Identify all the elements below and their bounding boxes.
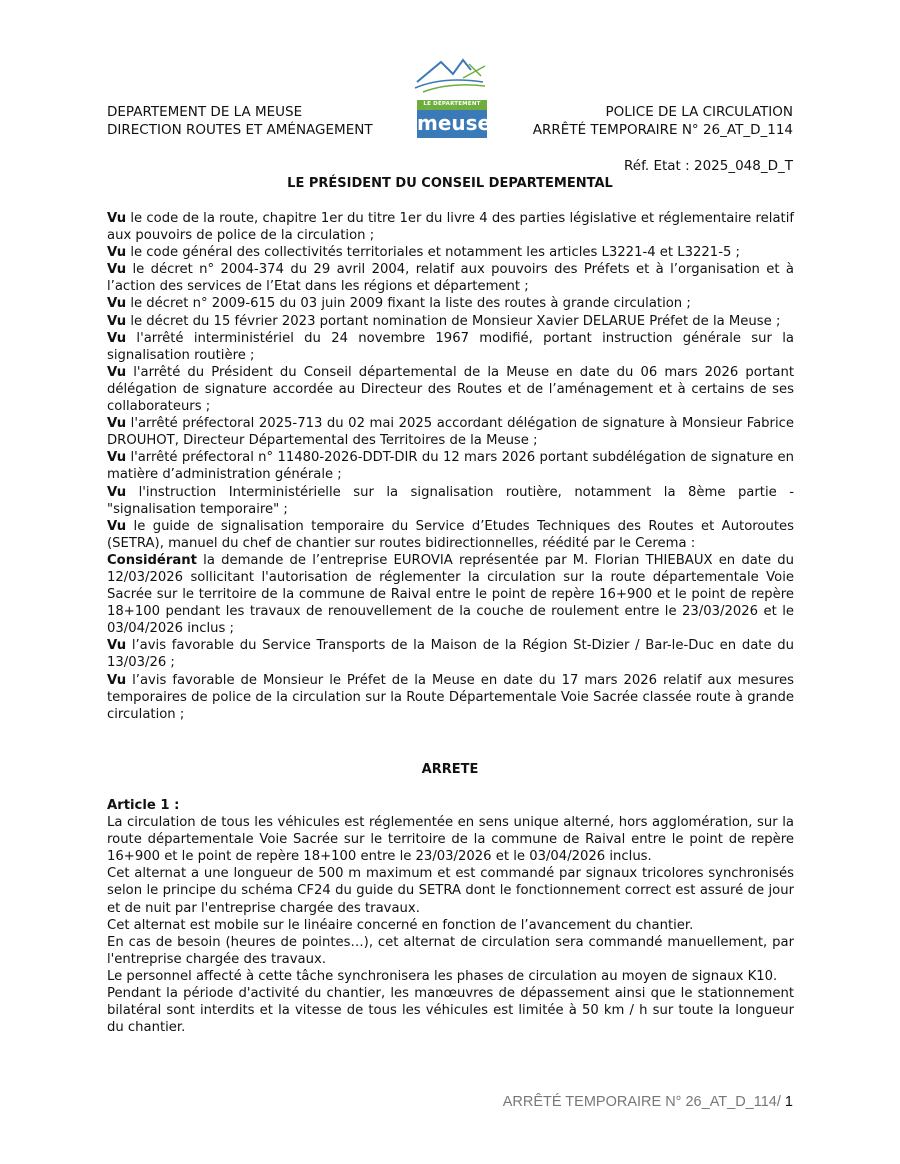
visa-lead: Vu [107,330,127,346]
arrete-heading: ARRETE [421,762,479,777]
article-1 [107,797,794,1036]
logo-word: meuse [417,111,492,135]
header-right [533,103,793,139]
visa-text: l'instruction Interministérielle sur la signalisation routière, notamment la 8ème partie - "signalisation temporaire" ; [107,484,794,517]
visa-text: l'arrêté du Président du Conseil départemental de la Meuse en date du 06 mars 2026 portant délégation de signature accordée au Directeur des Routes et de l’aménagement et à certains de ses collaborateurs ; [107,364,794,415]
visa-paragraph [107,449,794,483]
visa-paragraph [107,637,794,671]
visa-text: l'arrêté préfectoral 2025-713 du 02 mai 2025 accordant délégation de signature à Monsieur Fabrice DROUHOT, Directeur Départemental des Territoires de la Meuse ; [107,416,794,449]
visa-lead: Vu [107,296,127,312]
visa-paragraph [107,295,794,312]
visa-paragraph [107,415,794,449]
visa-text: le code général des collectivités territoriales et notamment les articles L3221-4 et L3221-5 ; [126,245,740,261]
article-1-body [107,814,794,1036]
direction-name: DIRECTION ROUTES ET AMÉNAGEMENT [107,122,373,138]
ref-etat: Réf. Etat : 2025_048_D_T [624,158,793,174]
article-paragraph: La circulation de tous les véhicules est réglementée en sens unique alterné, hors agglomération, sur la route départementale Voie Sacrée sur le territoire de la commune de Raival entre le point de repère 16+900 et le point de repère 18+100 entre le 23/03/2026 et le 03/04/2026 inclus. [107,815,794,865]
visa-lead: Vu [107,262,127,278]
visa-paragraph [107,330,794,364]
arrete-number: ARRÊTÉ TEMPORAIRE N° 26_AT_D_114 [532,122,793,138]
visa-lead: Vu [107,416,127,432]
visa-lead: Vu [107,672,127,688]
logo-box [417,100,492,138]
visa-lead: Vu [107,211,127,226]
visa-paragraph [107,210,794,244]
visa-paragraph [107,364,794,415]
visa-lead: Vu [107,245,127,261]
visa-paragraph [107,261,794,295]
visa-text: le guide de signalisation temporaire du Service d’Etudes Techniques des Routes et Autoroutes (SETRA), manuel du chef de chantier sur routes bidirectionnelles, réédité par le Cerema : [107,518,794,551]
article-paragraph: Cet alternat a une longueur de 500 m maximum et est commandé par signaux tricolores synchronisés selon le principe du schéma CF24 du guide du SETRA dont le fonctionnement correct est assuré de jour et de nuit par l'entreprise chargée des travaux. [107,866,794,916]
visa-paragraph [107,244,794,261]
page-footer [503,1094,793,1110]
meuse-logo [413,52,492,138]
visa-lead: Vu [107,518,127,534]
visa-text: le décret n° 2009-615 du 03 juin 2009 fixant la liste des routes à grande circulation ; [126,296,691,312]
logo-small-text: LE DÉPARTEMENT [423,101,481,107]
document-title: LE PRÉSIDENT DU CONSEIL DEPARTEMENTAL [287,176,613,191]
article-paragraph: Pendant la période d'activité du chantier, les manœuvres de dépassement ainsi que le stationnement bilatéral sont interdits et la vitesse de tous les véhicules est limitée à 50 km / h sur toute la longueur du chantier. [107,986,794,1036]
visa-lead: Considérant [107,552,197,568]
header-left [107,103,373,139]
visas-section [107,210,794,723]
page-number: 1 [784,1094,793,1110]
visa-text: le décret n° 2004-374 du 29 avril 2004, relatif aux pouvoirs des Préfets et à l’organisation et à l’action des services de l’Etat dans les régions et département ; [107,262,794,295]
visa-text: l’avis favorable de Monsieur le Préfet de la Meuse en date du 17 mars 2026 relatif aux mesures temporaires de police de la circulation sur la Route Départementale Voie Sacrée classée route à grande circulation ; [107,672,794,722]
article-paragraph: En cas de besoin (heures de pointes…), cet alternat de circulation sera commandé manuellement, par l'entreprise chargée des travaux. [107,934,794,967]
visa-text: l’avis favorable du Service Transports de la Maison de la Région St-Dizier / Bar-le-Duc en date du 13/03/26 ; [107,638,794,671]
visa-paragraph [107,518,794,552]
visa-lead: Vu [107,450,127,466]
visa-text: l'arrêté préfectoral n° 11480-2026-DDT-DIR du 12 mars 2026 portant subdélégation de signature en matière d’administration générale ; [107,450,794,483]
visa-text: la demande de l’entreprise EUROVIA représentée par M. Florian THIEBAUX en date du 12/03/2026 sollicitant l'autorisation de réglementer la circulation sur la route départementale Voie Sacrée sur le territoire de la commune de Raival entre le point de repère 16+900 et le point de repère 18+100 pendant les travaux de renouvellement de la couche de roulement entre le 23/03/2026 et le 03/04/2026 inclus ; [107,552,794,637]
article-1-title: Article 1 : [107,798,180,813]
visa-text: le code de la route, chapitre 1er du titre 1er du livre 4 des parties législative et réglementaire relatif aux pouvoirs de police de la circulation ; [107,211,794,244]
visa-lead: Vu [107,313,127,329]
visa-paragraph [107,313,794,330]
visa-lead: Vu [107,484,127,500]
visa-text: le décret du 15 février 2023 portant nomination de Monsieur Xavier DELARUE Préfet de la Meuse ; [126,313,781,329]
visa-lead: Vu [107,638,127,654]
department-name: DEPARTEMENT DE LA MEUSE [107,104,303,120]
visa-paragraph [107,552,794,637]
article-paragraph: Cet alternat est mobile sur le linéaire concerné en fonction de l’avancement du chantier. [107,917,694,933]
article-paragraph: Le personnel affecté à cette tâche synchronisera les phases de circulation au moyen de signaux K10. [107,968,778,984]
visa-paragraph [107,484,794,518]
visa-paragraph [107,672,794,723]
police-label: POLICE DE LA CIRCULATION [605,104,793,120]
visa-lead: Vu [107,364,127,380]
logo-swoosh-icon [413,52,489,102]
footer-label: ARRÊTÉ TEMPORAIRE N° 26_AT_D_114/ [502,1094,781,1110]
visa-text: l'arrêté interministériel du 24 novembre 1967 modifié, portant instruction générale sur la signalisation routière ; [107,330,794,363]
